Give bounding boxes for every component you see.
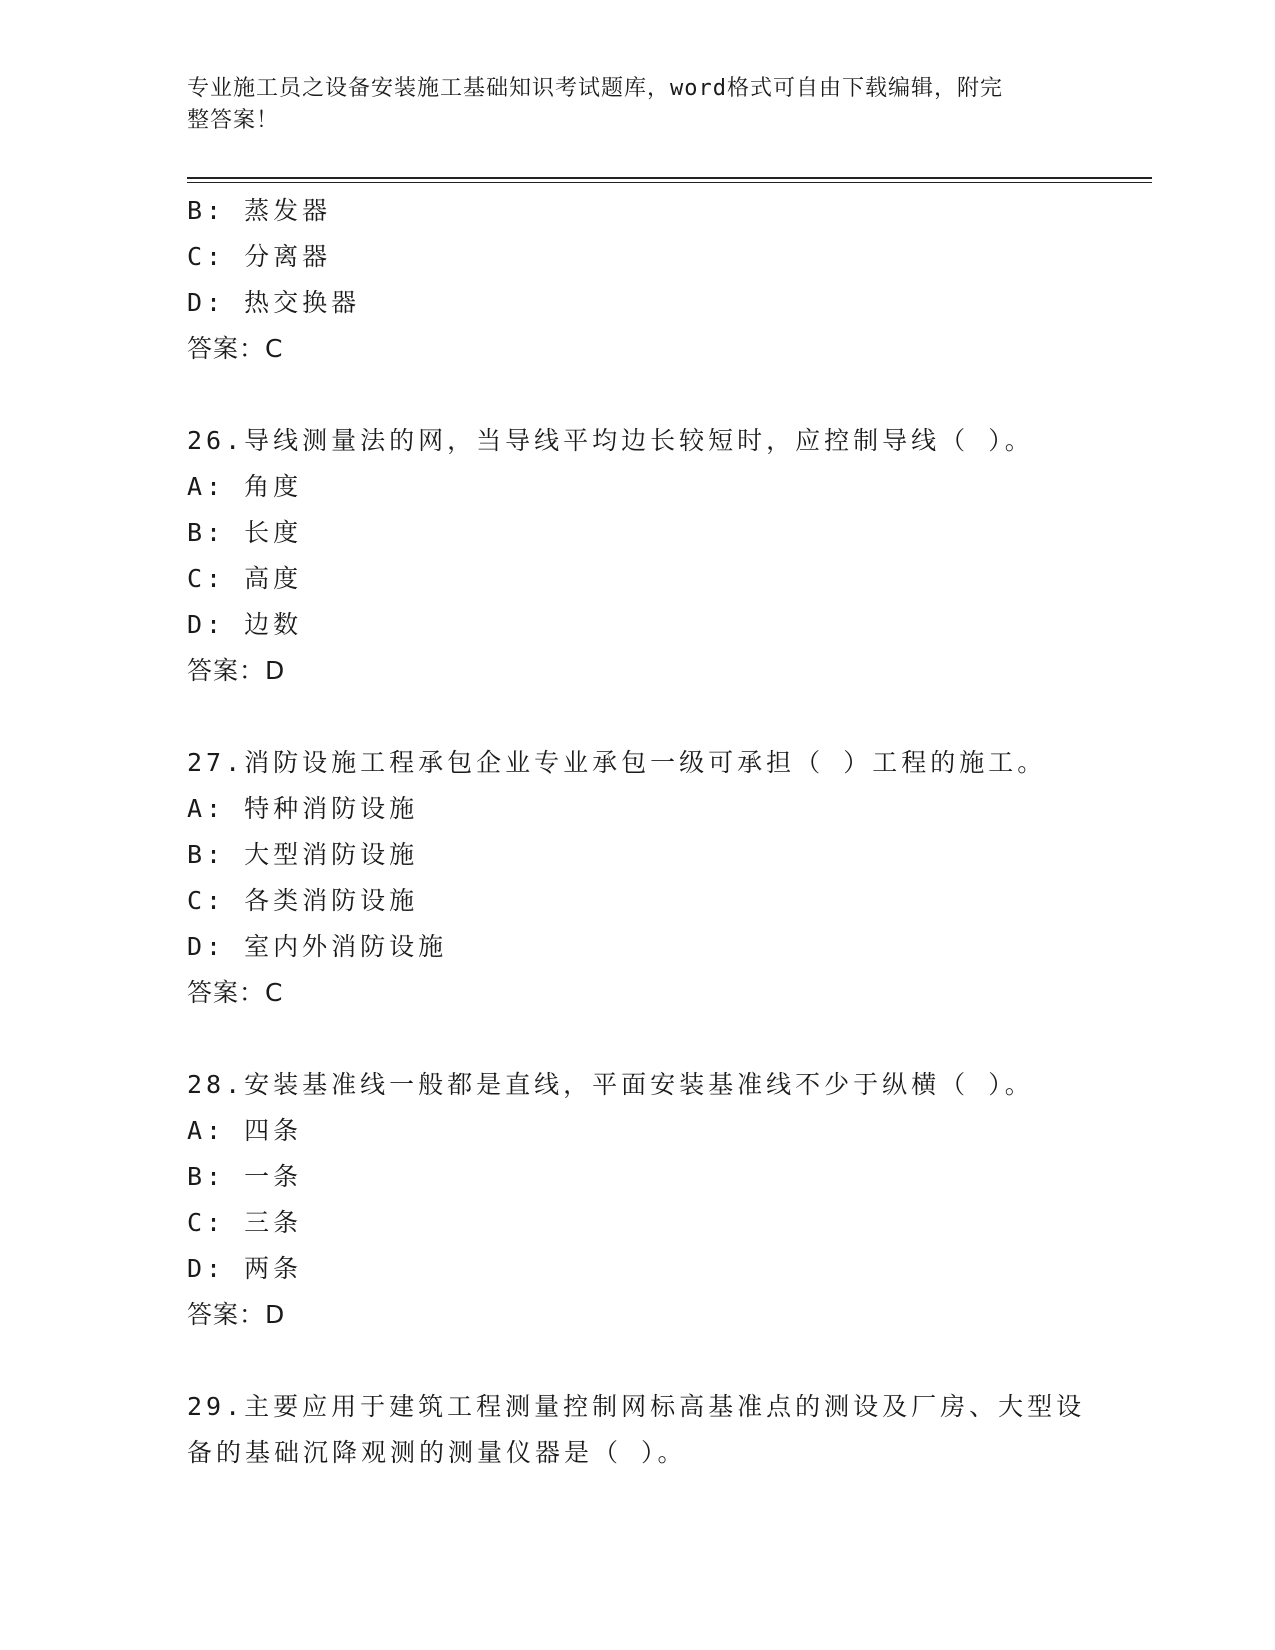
option-d: D: 边数 (187, 610, 303, 639)
option-b: B: 长度 (187, 518, 303, 547)
option-a: A: 四条 (187, 1116, 303, 1145)
header-title-line1: 专业施工员之设备安装施工基础知识考试题库，word格式可自由下载编辑，附完 (187, 76, 1003, 101)
option-b: B: 一条 (187, 1162, 303, 1191)
option-c: C: 分离器 (187, 242, 332, 271)
question-27 (187, 740, 1087, 1016)
document-header (187, 73, 1067, 137)
option-d: D: 两条 (187, 1254, 303, 1283)
question-stem: 27.消防设施工程承包企业专业承包一级可承担（ ）工程的施工。 (187, 748, 1047, 777)
option-a: A: 特种消防设施 (187, 794, 419, 823)
question-25-tail (187, 188, 1087, 372)
answer-line: 答案：C (187, 334, 284, 363)
question-stem: 28.安装基准线一般都是直线，平面安装基准线不少于纵横（ ）。 (187, 1070, 1034, 1099)
spacer (187, 372, 1087, 418)
spacer (187, 1016, 1087, 1062)
question-stem: 26.导线测量法的网，当导线平均边长较短时，应控制导线（ ）。 (187, 426, 1034, 455)
option-d: D: 室内外消防设施 (187, 932, 448, 961)
spacer (187, 694, 1087, 740)
option-b: B: 大型消防设施 (187, 840, 419, 869)
question-29 (187, 1384, 1087, 1476)
option-a: A: 角度 (187, 472, 303, 501)
answer-line: 答案：D (187, 1300, 286, 1329)
header-divider-thick (187, 177, 1152, 179)
question-stem-line2: 备的基础沉降观测的测量仪器是（ ）。 (187, 1438, 687, 1467)
question-stem-line1: 29.主要应用于建筑工程测量控制网标高基准点的测设及厂房、大型设 (187, 1392, 1086, 1421)
option-d: D: 热交换器 (187, 288, 361, 317)
option-c: C: 各类消防设施 (187, 886, 419, 915)
option-b: B: 蒸发器 (187, 196, 332, 225)
question-list (187, 188, 1087, 1476)
question-28 (187, 1062, 1087, 1338)
header-divider-thin (187, 182, 1152, 183)
spacer (187, 1338, 1087, 1384)
option-c: C: 高度 (187, 564, 303, 593)
answer-line: 答案：C (187, 978, 284, 1007)
header-title-line2: 整答案！ (187, 108, 280, 133)
option-c: C: 三条 (187, 1208, 303, 1237)
answer-line: 答案：D (187, 656, 286, 685)
question-26 (187, 418, 1087, 694)
